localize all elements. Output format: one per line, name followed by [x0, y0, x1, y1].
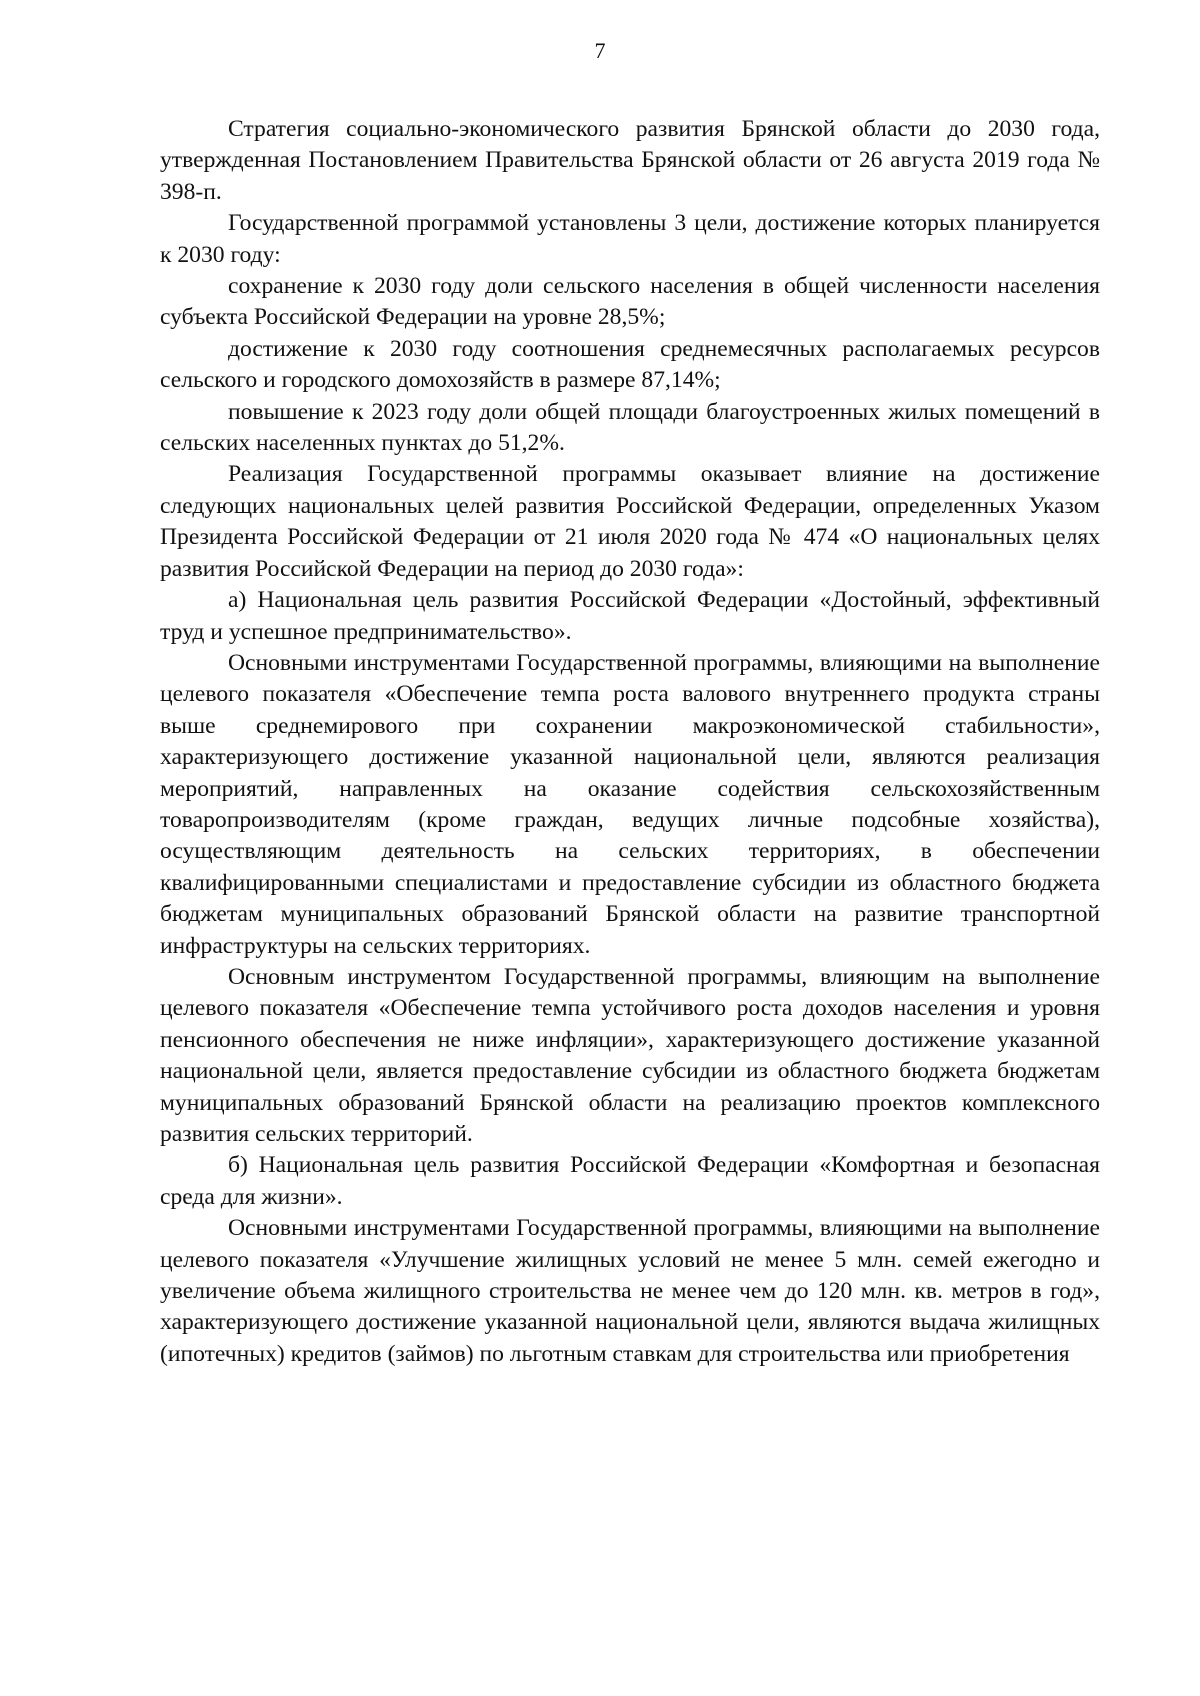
document-body	[160, 114, 1100, 1370]
list-item: повышение к 2023 году доли общей площади благоустроенных жилых помещений в сельских населенных пунктах до 51,2%.	[160, 398, 1100, 457]
paragraph: а) Национальная цель развития Российской Федерации «Достойный, эффективный труд и успешное предпринимательство».	[160, 587, 1100, 645]
paragraph: б) Национальная цель развития Российской Федерации «Комфортная и безопасная среда для жизни».	[160, 1152, 1100, 1210]
page-number: 7	[594, 38, 606, 63]
paragraph: Основными инструментами Государственной программы, влияющими на выполнение целевого показателя «Улучшение жилищных условий не менее 5 млн. семей ежегодно и увеличение объема жилищного строительства не менее чем до 120 млн. кв. метров в год», характеризующего достижение указанной национальной цели, являются выдача жилищных (ипотечных) кредитов (займов) по льготным ставкам для строительства или приобретения	[160, 1215, 1100, 1367]
list-item: достижение к 2030 году соотношения среднемесячных располагаемых ресурсов сельского и городского домохозяйств в размере 87,14%;	[160, 335, 1100, 394]
paragraph: Стратегия социально-экономического развития Брянской области до 2030 года, утвержденная Постановлением Правительства Брянской области от 26 августа 2019 года № 398-п.	[160, 116, 1100, 205]
paragraph: Основными инструментами Государственной программы, влияющими на выполнение целевого показателя «Обеспечение темпа роста валового внутреннего продукта страны выше среднемирового при сохранении макроэкономической стабильности», характеризующего достижение указанной национальной цели, являются реализация мероприятий, направленных на оказание содействия сельскохозяйственным товаропроизводителям (кроме граждан, ведущих личные подсобные хозяйства), осуществляющим деятельность на сельских территориях, в обеспечении квалифицированными специалистами и предоставление субсидии из областного бюджета бюджетам муниципальных образований Брянской области на развитие транспортной инфраструктуры на сельских территориях.	[160, 649, 1100, 959]
list-item: сохранение к 2030 году доли сельского населения в общей численности населения субъекта Российской Федерации на уровне 28,5%;	[160, 273, 1100, 331]
paragraph: Основным инструментом Государственной программы, влияющим на выполнение целевого показателя «Обеспечение темпа устойчивого роста доходов населения и уровня пенсионного обеспечения не ниже инфляции», характеризующего достижение указанной национальной цели, является предоставление субсидии из областного бюджета бюджетам муниципальных образований Брянской области на реализацию проектов комплексного развития сельских территорий.	[160, 963, 1100, 1147]
paragraph: Реализация Государственной программы оказывает влияние на достижение следующих национальных целей развития Российской Федерации, определенных Указом Президента Российской Федерации от 21 июля 2020 года № 474 «О национальных целях развития Российской Федерации на период до 2030 года»:	[160, 461, 1100, 582]
paragraph: Государственной программой установлены 3 цели, достижение которых планируется к 2030 году:	[160, 210, 1100, 268]
